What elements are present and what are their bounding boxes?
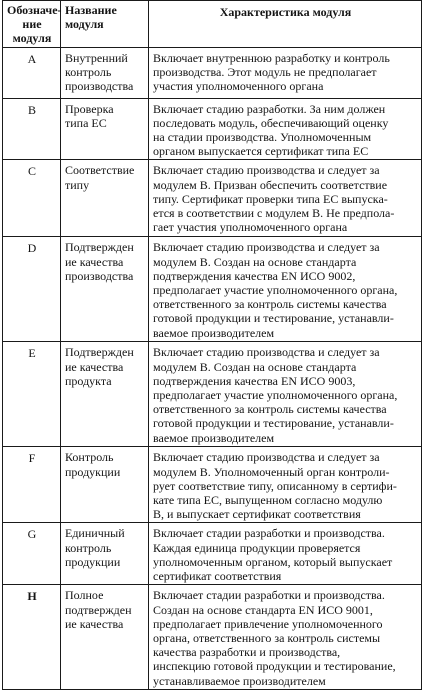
module-name-line: Внутренний: [65, 50, 128, 65]
module-description-line: уполномоченным органом, который выпускает: [153, 554, 393, 569]
table-row: [3, 98, 422, 160]
table-body: [3, 47, 422, 689]
module-name: [61, 447, 149, 523]
module-name: [61, 160, 149, 237]
header-code-line1: Обозначе-: [7, 3, 62, 17]
module-description-line: участия уполномоченного органа: [153, 79, 324, 94]
module-description-line: предполагает участие уполномоченного органа,: [153, 283, 398, 298]
module-description-line: органом выпускается сертификат типа ЕС: [153, 144, 369, 159]
module-description-line: Включает стадии разработки и производства.: [153, 588, 385, 603]
module-code: A: [3, 47, 61, 98]
module-description-line: Включает стадию производства и следует за: [153, 240, 380, 255]
module-description: [149, 98, 422, 160]
module-name-line: продукта: [65, 373, 112, 388]
module-description-line: ваемое производителем: [153, 325, 275, 340]
module-description-line: Каждая единица продукции проверяется: [153, 540, 361, 555]
module-description-line: ответственного за контроль системы качества: [153, 402, 387, 417]
module-description-line: качества разработки и производства,: [153, 645, 341, 660]
module-name-line: типа ЕС: [65, 115, 107, 130]
module-code: E: [3, 342, 61, 447]
table-row: [3, 447, 422, 523]
module-description-line: на стадии производства. Уполномоченным: [153, 130, 372, 145]
module-code: B: [3, 98, 61, 160]
module-description-line: производства. Этот модуль не предполагает: [153, 64, 377, 79]
module-name-line: Проверка: [65, 101, 114, 116]
header-row: [3, 1, 422, 48]
module-description-line: Включает стадию производства и следует за: [153, 345, 380, 360]
module-description: [149, 47, 422, 98]
header-name-line1: Название: [65, 3, 117, 17]
module-description-line: модулем В. Создан на основе стандарта: [153, 254, 357, 269]
module-description-line: предполагает участие уполномоченного органа,: [153, 388, 398, 403]
module-description-line: Включает стадию производства и следует за: [153, 163, 380, 178]
module-description: [149, 237, 422, 342]
module-code: C: [3, 160, 61, 237]
table-row: [3, 237, 422, 342]
table-row: [3, 523, 422, 585]
module-description-line: готовой продукции и тестирование, устанавли-: [153, 416, 394, 431]
module-name-line: контроль: [65, 64, 112, 79]
module-description-line: типу. Сертификат проверки типа ЕС выпуска-: [153, 191, 388, 206]
table-row: [3, 47, 422, 98]
module-description-line: ваемое производителем: [153, 430, 275, 445]
module-description-line: Включает стадию разработки. За ним должен: [153, 101, 386, 116]
table-header: [3, 1, 422, 48]
header-name: [61, 1, 149, 48]
module-description-line: ется в соответствии с модулем В. Не предпола-: [153, 206, 395, 221]
modules-table: [2, 0, 422, 690]
module-description-line: предполагает привлечение уполномоченного: [153, 616, 383, 631]
table-row: [3, 342, 422, 447]
module-name-line: продукции: [65, 554, 121, 569]
module-name-line: производства: [65, 268, 134, 283]
module-name-line: Контроль: [65, 450, 114, 465]
module-description-line: рует соответствие типу, описанному в сертифи-: [153, 478, 397, 493]
module-description-line: Включает стадии разработки и производства.: [153, 526, 385, 541]
module-description: [149, 523, 422, 585]
module-description: [149, 585, 422, 689]
module-description-line: Включает внутреннюю разработку и контроль: [153, 50, 390, 65]
module-description-line: устанавливаемое производителем: [153, 673, 326, 688]
module-code: F: [3, 447, 61, 523]
module-code: H: [3, 585, 61, 689]
module-name-line: Подтвержден: [65, 240, 134, 255]
module-name-line: подтвержден: [65, 602, 132, 617]
header-code-line2: ние модуля: [12, 17, 52, 46]
module-name-line: Подтвержден: [65, 345, 134, 360]
module-description: [149, 342, 422, 447]
module-code: G: [3, 523, 61, 585]
module-name-line: продукции: [65, 464, 121, 479]
module-name-line: Единичный: [65, 526, 125, 541]
module-description-line: модулем В. Уполномоченный орган контроли-: [153, 464, 390, 479]
module-description-line: инспекцию готовой продукции и тестирование,: [153, 659, 396, 674]
module-description-line: кате типа ЕС, выпущенном согласно модулю: [153, 493, 383, 508]
table-row: [3, 585, 422, 689]
module-description-line: ответственного за контроль системы качества: [153, 297, 387, 312]
header-name-line2: модуля: [65, 17, 104, 32]
module-description-line: органа, ответственного за контроль системы: [153, 631, 381, 646]
module-description-line: В, и выпускает сертификат соответствия: [153, 507, 361, 522]
module-name: [61, 98, 149, 160]
module-description-line: сертификат соответствия: [153, 569, 282, 584]
module-name: [61, 523, 149, 585]
module-description-line: подтверждения качества EN ИСО 9003,: [153, 373, 356, 388]
module-name-line: контроль: [65, 540, 112, 555]
module-description-line: модулем В. Призван обеспечить соответствие: [153, 177, 388, 192]
module-description: [149, 447, 422, 523]
module-name-line: ие качества: [65, 616, 124, 631]
module-name-line: Полное: [65, 588, 104, 603]
module-name-line: типу: [65, 177, 90, 192]
module-description-line: гает участия уполномоченного органа: [153, 220, 348, 235]
module-name: [61, 47, 149, 98]
module-description-line: Создан на основе стандарта EN ИСО 9001,: [153, 602, 373, 617]
module-description: [149, 160, 422, 237]
table-row: [3, 160, 422, 237]
module-name: [61, 237, 149, 342]
header-desc: Характеристика модуля: [149, 1, 422, 48]
module-name-line: производства: [65, 79, 134, 94]
module-description-line: последовать модуль, обеспечивающий оценку: [153, 115, 389, 130]
module-code: D: [3, 237, 61, 342]
module-name: [61, 342, 149, 447]
module-description-line: готовой продукции и тестирование, устанавли-: [153, 311, 394, 326]
module-description-line: подтверждения качества EN ИСО 9002,: [153, 268, 356, 283]
module-description-line: Включает стадию производства и следует за: [153, 450, 380, 465]
module-description-line: модулем В. Создан на основе стандарта: [153, 359, 357, 374]
header-code: [3, 1, 61, 48]
module-name: [61, 585, 149, 689]
module-name-line: Соответствие: [65, 163, 135, 178]
module-name-line: ие качества: [65, 254, 124, 269]
module-name-line: ие качества: [65, 359, 124, 374]
